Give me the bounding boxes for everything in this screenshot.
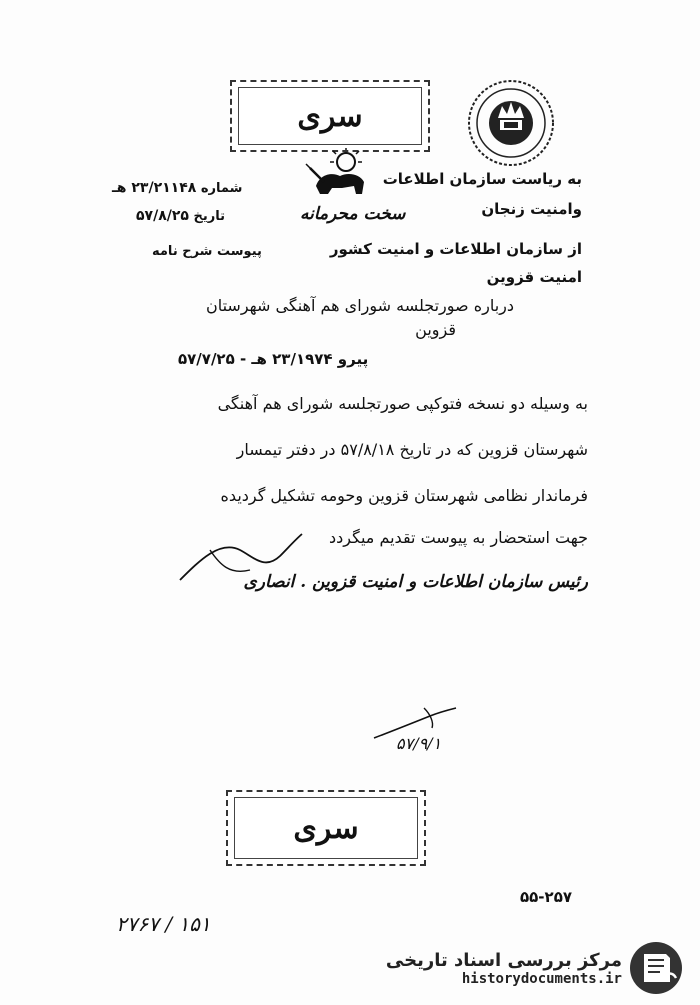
attachment-field [152, 244, 262, 259]
attachment-value: شرح نامه [152, 244, 213, 259]
bottom-secret-stamp [226, 790, 426, 866]
archive-number: ۱۵۱ / ۲۷۶۷ [116, 912, 211, 936]
watermark-text [372, 950, 622, 987]
date-field [136, 208, 225, 224]
classification-stamp: سخت‌ محرمانه [300, 204, 406, 224]
addressee-line: به ریاست سازمان اطلاعات [382, 170, 582, 188]
sender-line: از سازمان اطلاعات و امنیت کشور [329, 240, 582, 258]
page-code: ۵۵-۲۵۷ [520, 888, 573, 906]
top-secret-stamp-text: سری [238, 87, 422, 145]
signature-line: رئیس سازمان اطلاعات و امنیت قزوین . انصاری [243, 572, 588, 592]
imperial-seal-icon [466, 78, 556, 168]
body-line-3: فرماندار نظامی شهرستان قزوین وحومه تشکیل گردیده [220, 486, 588, 505]
subject-line: درباره صورتجلسه شورای هم آهنگی شهرستان [205, 296, 514, 315]
handwritten-date-note: ۵۷/۹/۱ [396, 734, 442, 753]
watermark-url: historydocuments.ir [461, 970, 622, 987]
body-line-2: شهرستان قزوین که در تاریخ ۵۷/۸/۱۸ در دفتر تیمسار [236, 440, 588, 459]
bottom-secret-stamp-text: سری [234, 797, 418, 859]
subject-line-2: قزوین [415, 320, 456, 339]
date-label: تاریخ [193, 209, 225, 224]
body-line-1: به‌ وسیله دو نسخه فتوکپی صورتجلسه شورای هم آهنگی [217, 394, 588, 413]
reference-line: پیرو ۲۳/۱۹۷۴ هـ - ۵۷/۷/۲۵ [178, 350, 369, 368]
attachment-label: پیوست [217, 244, 262, 259]
top-secret-stamp [230, 80, 430, 152]
number-field [112, 180, 242, 196]
watermark-persian: مرکز بررسی اسناد تاریخی [385, 949, 622, 971]
lion-and-sun-icon [302, 148, 378, 206]
body-line-4: جهت استحضار به پیوست تقدیم میگردد [329, 528, 588, 547]
watermark [372, 938, 692, 998]
number-label: شماره [200, 181, 243, 196]
date-value: ۵۷/۸/۲۵ [136, 208, 189, 224]
addressee-line-2: وامنیت زنجان [481, 200, 582, 218]
number-value: ۲۳/۲۱۱۴۸ هـ [112, 180, 197, 196]
archive-logo-icon [628, 940, 684, 996]
sender-line-2: امنیت قزوین [486, 268, 582, 286]
